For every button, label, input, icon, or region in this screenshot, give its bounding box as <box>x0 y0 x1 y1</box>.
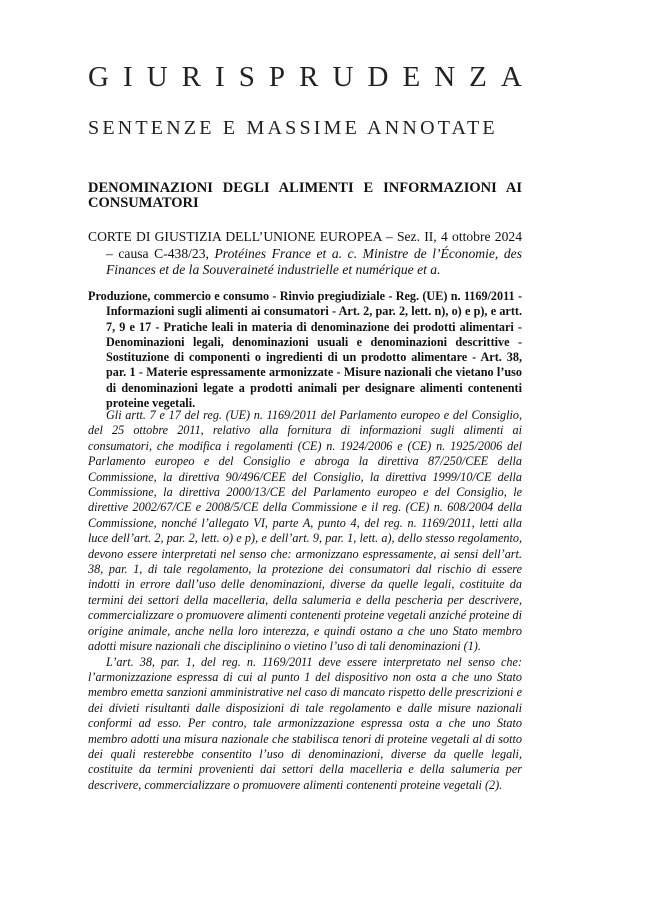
heading-letter: R <box>181 61 202 93</box>
court-citation <box>88 229 522 279</box>
massima-text: Produzione, commercio e consumo - Rinvio pregiudiziale - Reg. (UE) n. 1169/2011 - Informazioni sugli alimenti ai consumatori - Art. 2, par. 2, lett. n), o) e p), e artt. 7, 9 e 17 - Pratiche leali in materia di denominazione dei prodotti alimentari - Denominazioni legali, denominazioni usuali e denominazioni descrittive - Sostituzione di componenti o ingredienti di un prodotto alimentare - Art. 38, par. 1 - Materie espressamente armonizzate - Misure nazionali che vietano l’uso di denominazioni legate a prodotti animali per designare alimenti contenenti proteine vegetali. <box>88 289 522 411</box>
heading-letter: R <box>299 61 319 93</box>
heading-letter: U <box>146 61 168 93</box>
massima <box>88 289 522 411</box>
heading-letter: Z <box>469 61 487 93</box>
court-parties: Protéines France et a. c. Ministre de l’Économie, des Finances et de la Souveraineté industrielle et numérique et a. <box>106 245 522 277</box>
court-prefix: CORTE DI GIUSTIZIA DELL’UNIONE EUROPEA – Sez. II, 4 ottobre 2024 – causa C-438/23, <box>88 229 522 261</box>
heading-letter: N <box>434 61 456 93</box>
section-heading <box>88 60 522 94</box>
heading-letter: S <box>238 61 255 93</box>
heading-letter: I <box>122 61 133 93</box>
heading-letter: I <box>215 61 225 93</box>
article-body <box>88 408 522 793</box>
heading-letter: D <box>367 61 389 93</box>
paragraph-1: Gli artt. 7 e 17 del reg. (UE) n. 1169/2011 del Parlamento europeo e del Consiglio, del 25 ottobre 2011, relativo alla fornitura di informazioni sugli alimenti ai consumatori, che modifica i regolamenti (CE) n. 1924/2006 e (CE) n. 1925/2006 del Parlamento europeo e del Consiglio e abroga la direttiva 87/250/CEE della Commissione, la direttiva 90/496/CEE del Consiglio, la direttiva 1999/10/CE della Commissione, la direttiva 2000/13/CE del Parlamento europeo e del Consiglio, le direttive 2002/67/CE e 2008/5/CE della Commissione e il reg. (CE) n. 608/2004 della Commissione, nonché l’allegato VI, parte A, punto 4, del reg. n. 1169/2011, letti alla luce dell’art. 2, par. 2, lett. o) e p), e dell’art. 9, par. 1, lett. a), dello stesso regolamento, devono essere interpretati nel senso che: armonizzano espressamente, ai sensi dell’art. 38, par. 1, di tale regolamento, la protezione dei consumatori dal rischio di essere indotti in errore dall’uso delle denominazioni, diverse da quelle legali, costituite da termini dei settori della macelleria, della salumeria e della pescheria per descrivere, commercializzare o promuovere alimenti contenenti proteine vegetali anziché proteine di origine animale, anche nella loro interezza, e quindi ostano a che uno Stato membro adotti misure nazionali che disciplinino o vietino l’uso di tali denominazioni (1). <box>88 408 522 654</box>
heading-letter: G <box>88 61 109 93</box>
heading-letter: U <box>332 61 354 93</box>
section-subtitle: SENTENZE E MASSIME ANNOTATE <box>88 117 498 139</box>
heading-letter: A <box>500 61 522 93</box>
heading-letter: P <box>268 61 286 93</box>
article-title: DENOMINAZIONI DEGLI ALIMENTI E INFORMAZIONI AI CONSUMATORI <box>88 180 522 211</box>
paragraph-2: L’art. 38, par. 1, del reg. n. 1169/2011 deve essere interpretato nel senso che: l’armonizzazione espressa di cui al punto 1 del dispositivo non osta a che uno Stato membro emetta sanzioni amministrative nel caso di mancato rispetto delle prescrizioni e dei divieti risultanti dalle disposizioni di tale regolamento e dalle misure nazionali conformi ad esso. Per contro, tale armonizzazione espressa osta a che uno Stato membro adotti una misura nazionale che stabilisca tenori di proteine vegetali al di sotto dei quali resterebbe consentito l’uso di denominazioni, diverse da quelle legali, costituite da termini provenienti dai settori della macelleria e della salumeria per descrivere, commercializzare o promuovere alimenti contenenti proteine vegetali (2). <box>88 654 522 792</box>
heading-letter: E <box>402 61 421 93</box>
